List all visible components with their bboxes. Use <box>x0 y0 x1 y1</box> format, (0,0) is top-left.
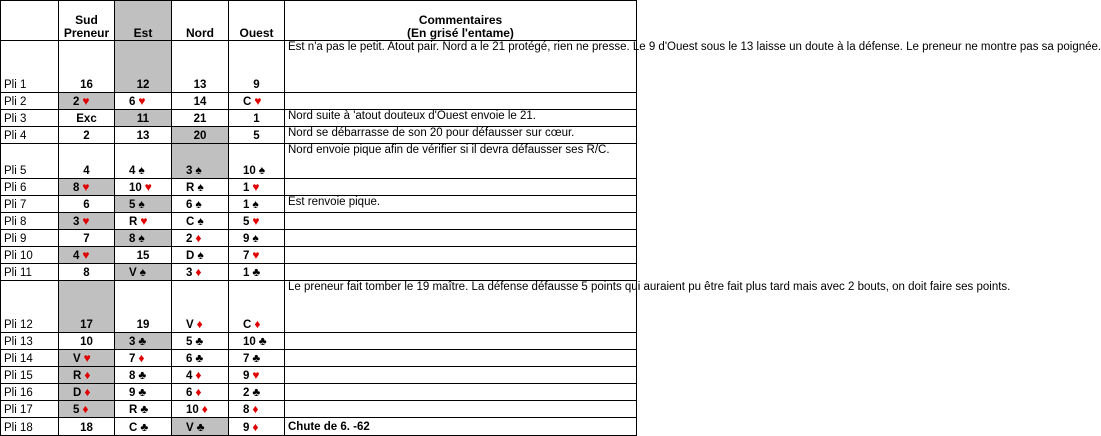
trick-row <box>1 110 637 127</box>
card-value: C <box>243 96 252 108</box>
card-value: 10 <box>243 165 256 177</box>
ouest-card <box>229 383 285 400</box>
sud-card <box>59 280 115 332</box>
header-pli <box>1 1 59 41</box>
card-value: Exc <box>76 112 97 125</box>
diamond-icon: ♦ <box>195 230 202 245</box>
card-value: 4 <box>129 165 136 177</box>
trick-label: Pli 2 <box>1 93 59 110</box>
card-value: 5 <box>73 403 80 416</box>
est-card <box>115 143 172 178</box>
diamond-icon: ♦ <box>195 264 202 279</box>
nord-card <box>172 179 229 196</box>
spade-icon: ♠ <box>252 230 259 245</box>
ouest-card <box>229 179 285 196</box>
card-value: 5 <box>129 198 136 211</box>
est-card <box>115 93 172 110</box>
est-card <box>115 41 172 93</box>
card-value: 1 <box>243 266 250 279</box>
card-value: 8 <box>83 266 90 279</box>
est-card <box>115 229 172 246</box>
comment-cell <box>285 229 637 246</box>
club-icon: ♣ <box>138 384 147 399</box>
sud-card <box>59 110 115 127</box>
club-icon: ♣ <box>195 333 204 348</box>
trick-row <box>1 41 637 93</box>
heart-icon: ♥ <box>82 179 90 194</box>
card-value: 2 <box>186 232 193 245</box>
diamond-icon: ♦ <box>252 420 259 434</box>
comment-cell <box>285 179 637 196</box>
heart-icon: ♥ <box>138 94 146 108</box>
ouest-card <box>229 349 285 366</box>
header-est: Est <box>115 1 172 41</box>
trick-row <box>1 212 637 229</box>
sud-card <box>59 366 115 383</box>
card-value: 10 <box>243 335 256 348</box>
card-value: 15 <box>136 249 150 262</box>
diamond-icon: ♦ <box>82 401 89 416</box>
ouest-card <box>229 41 285 93</box>
comment-cell: Est n'a pas le petit. Atout pair. Nord a le 21 protégé, rien ne presse. Le 9 d'Ouest sous le 13 laisse un doute à la défense. Le preneur ne montre pas sa poignée. <box>285 41 637 93</box>
card-value: 16 <box>80 79 93 92</box>
spade-icon: ♠ <box>197 247 204 262</box>
card-value: 4 <box>73 249 80 262</box>
comment-cell: Le preneur fait tomber le 19 maître. La défense défausse 5 points qui auraient pu être fait plus tard mais avec 2 bouts, on doit faire ses points. <box>285 280 637 332</box>
sud-card <box>59 332 115 349</box>
card-value: 6 <box>186 386 193 399</box>
heart-icon: ♥ <box>252 247 260 262</box>
nord-card <box>172 383 229 400</box>
comment-cell <box>285 263 637 280</box>
ouest-card <box>229 263 285 280</box>
diamond-icon: ♦ <box>195 367 202 382</box>
card-value: 8 <box>73 181 80 194</box>
card-value: V <box>186 422 194 434</box>
est-card <box>115 110 172 127</box>
trick-label: Pli 14 <box>1 349 59 366</box>
nord-card <box>172 246 229 263</box>
card-value: 7 <box>129 352 136 365</box>
spade-icon: ♠ <box>195 196 202 211</box>
ouest-card <box>229 417 285 435</box>
nord-card <box>172 332 229 349</box>
trick-row <box>1 366 637 383</box>
card-value: V <box>73 352 81 365</box>
spade-icon: ♠ <box>138 196 145 211</box>
card-value: 9 <box>253 79 260 92</box>
est-card <box>115 383 172 400</box>
trick-row <box>1 417 637 435</box>
card-value: 5 <box>253 129 260 142</box>
ouest-card <box>229 332 285 349</box>
card-value: R <box>73 369 82 382</box>
est-card <box>115 332 172 349</box>
card-value: 6 <box>186 352 193 365</box>
trick-label: Pli 3 <box>1 110 59 127</box>
card-value: 19 <box>136 318 150 331</box>
trick-row <box>1 229 637 246</box>
card-value: D <box>73 386 82 399</box>
diamond-icon: ♦ <box>138 350 145 365</box>
trick-row <box>1 143 637 178</box>
trick-label: Pli 16 <box>1 383 59 400</box>
trick-label: Pli 5 <box>1 143 59 178</box>
nord-card <box>172 126 229 143</box>
est-card <box>115 195 172 212</box>
heart-icon: ♥ <box>252 213 260 228</box>
ouest-card <box>229 93 285 110</box>
comment-cell: Est renvoie pique. <box>285 195 637 212</box>
card-value: R <box>129 403 138 416</box>
nord-card <box>172 41 229 93</box>
trick-label: Pli 9 <box>1 229 59 246</box>
card-value: 9 <box>243 422 250 434</box>
club-icon: ♣ <box>195 350 204 365</box>
comment-cell: Nord se débarrasse de son 20 pour défausser sur cœur. <box>285 126 637 143</box>
est-card <box>115 349 172 366</box>
nord-card <box>172 110 229 127</box>
sud-card <box>59 126 115 143</box>
club-icon: ♣ <box>252 350 261 365</box>
diamond-icon: ♦ <box>195 384 202 399</box>
est-card <box>115 417 172 435</box>
heart-icon: ♥ <box>254 94 262 108</box>
card-value: 10 <box>129 181 142 194</box>
nord-card <box>172 195 229 212</box>
card-value: 18 <box>80 422 93 434</box>
spade-icon: ♠ <box>258 163 266 177</box>
nord-card <box>172 263 229 280</box>
card-value: 9 <box>129 386 136 399</box>
card-value: 4 <box>83 165 90 177</box>
header-commentaires: Commentaires (En grisé l'entame) <box>285 1 637 41</box>
heart-icon: ♥ <box>252 367 260 382</box>
nord-card <box>172 349 229 366</box>
card-value: 10 <box>186 403 199 416</box>
club-icon: ♣ <box>258 333 267 348</box>
est-card <box>115 126 172 143</box>
trick-row <box>1 93 637 110</box>
club-icon: ♣ <box>140 420 149 434</box>
nord-card <box>172 417 229 435</box>
card-value: 1 <box>253 112 260 125</box>
header-ouest: Ouest <box>229 1 285 41</box>
card-value: 20 <box>193 129 207 142</box>
card-value: 21 <box>193 112 207 125</box>
comment-cell <box>285 349 637 366</box>
club-icon: ♣ <box>252 384 261 399</box>
sud-card <box>59 400 115 417</box>
comment-cell <box>285 246 637 263</box>
sud-card <box>59 383 115 400</box>
trick-row <box>1 400 637 417</box>
spade-icon: ♠ <box>197 213 204 228</box>
trick-row <box>1 332 637 349</box>
est-card <box>115 400 172 417</box>
ouest-card <box>229 212 285 229</box>
ouest-card <box>229 195 285 212</box>
card-value: 8 <box>129 232 136 245</box>
card-value: 4 <box>186 369 193 382</box>
comment-cell: Nord suite à 'atout douteux d'Ouest envoie le 21. <box>285 110 637 127</box>
sud-card <box>59 349 115 366</box>
est-card <box>115 246 172 263</box>
trick-label: Pli 13 <box>1 332 59 349</box>
heart-icon: ♥ <box>140 213 148 228</box>
diamond-icon: ♦ <box>196 316 203 331</box>
diamond-icon: ♦ <box>84 384 91 399</box>
club-icon: ♣ <box>138 367 147 382</box>
comment-cell <box>285 383 637 400</box>
ouest-card <box>229 246 285 263</box>
heart-icon: ♥ <box>82 213 90 228</box>
trick-row <box>1 195 637 212</box>
comment-cell: Chute de 6. -62 <box>285 417 637 435</box>
sud-card <box>59 93 115 110</box>
card-value: 1 <box>243 181 250 194</box>
trick-row <box>1 263 637 280</box>
sud-card <box>59 246 115 263</box>
trick-label: Pli 10 <box>1 246 59 263</box>
nord-card <box>172 212 229 229</box>
comment-cell <box>285 400 637 417</box>
card-value: 6 <box>83 198 90 211</box>
ouest-card <box>229 126 285 143</box>
card-value: 3 <box>129 335 136 348</box>
trick-row <box>1 280 637 332</box>
heart-icon: ♥ <box>144 179 152 194</box>
spade-icon: ♠ <box>195 163 202 177</box>
trick-row <box>1 246 637 263</box>
card-value: R <box>129 215 138 228</box>
card-value: 11 <box>136 112 150 125</box>
comment-cell: Nord envoie pique afin de vérifier si il devra défausser ses R/C. <box>285 143 637 178</box>
card-value: 1 <box>243 198 250 211</box>
est-card <box>115 179 172 196</box>
trick-label: Pli 11 <box>1 263 59 280</box>
nord-card <box>172 366 229 383</box>
card-value: C <box>129 422 138 434</box>
sud-card <box>59 179 115 196</box>
spade-icon: ♠ <box>139 264 147 279</box>
est-card <box>115 263 172 280</box>
ouest-card <box>229 110 285 127</box>
trick-label: Pli 8 <box>1 212 59 229</box>
comment-cell <box>285 93 637 110</box>
heart-icon: ♥ <box>82 94 90 108</box>
trick-label: Pli 1 <box>1 41 59 93</box>
card-value: 3 <box>73 215 80 228</box>
card-value: 7 <box>243 352 250 365</box>
sud-card <box>59 195 115 212</box>
club-icon: ♣ <box>196 420 205 434</box>
trick-label: Pli 15 <box>1 366 59 383</box>
club-icon: ♣ <box>138 333 147 348</box>
ouest-card <box>229 229 285 246</box>
card-value: 13 <box>193 79 207 92</box>
card-value: V <box>129 266 137 279</box>
trick-label: Pli 18 <box>1 417 59 435</box>
diamond-icon: ♦ <box>254 316 261 331</box>
trick-label: Pli 6 <box>1 179 59 196</box>
comment-cell <box>285 212 637 229</box>
trick-label: Pli 7 <box>1 195 59 212</box>
card-value: 12 <box>136 79 150 92</box>
ouest-card <box>229 366 285 383</box>
heart-icon: ♥ <box>82 247 90 262</box>
card-value: C <box>243 318 252 331</box>
club-icon: ♣ <box>140 401 149 416</box>
card-value: 2 <box>73 96 80 108</box>
spade-icon: ♠ <box>252 196 259 211</box>
est-card <box>115 366 172 383</box>
club-icon: ♣ <box>252 264 261 279</box>
card-value: 8 <box>129 369 136 382</box>
sud-card <box>59 41 115 93</box>
card-value: 3 <box>186 165 193 177</box>
nord-card <box>172 400 229 417</box>
card-value: 14 <box>193 96 207 108</box>
card-value: 9 <box>243 232 250 245</box>
card-value: D <box>186 249 195 262</box>
card-value: 17 <box>80 318 93 331</box>
card-value: 8 <box>243 403 250 416</box>
trick-label: Pli 12 <box>1 280 59 332</box>
trick-row <box>1 383 637 400</box>
card-value: 2 <box>83 129 90 142</box>
card-value: 6 <box>129 96 136 108</box>
diamond-icon: ♦ <box>84 367 91 382</box>
ouest-card <box>229 400 285 417</box>
est-card <box>115 212 172 229</box>
comment-cell <box>285 332 637 349</box>
sud-card <box>59 263 115 280</box>
comment-cell <box>285 366 637 383</box>
nord-card <box>172 93 229 110</box>
card-value: 13 <box>136 129 150 142</box>
est-card <box>115 280 172 332</box>
card-value: 9 <box>243 369 250 382</box>
sud-card <box>59 417 115 435</box>
header-sud: Sud Preneur <box>59 1 115 41</box>
card-value: R <box>186 181 195 194</box>
card-value: 6 <box>186 198 193 211</box>
spade-icon: ♠ <box>197 179 204 194</box>
spade-icon: ♠ <box>138 163 145 177</box>
heart-icon: ♥ <box>83 350 91 365</box>
card-value: 5 <box>186 335 193 348</box>
diamond-icon: ♦ <box>252 401 259 416</box>
sud-card <box>59 229 115 246</box>
card-value: 3 <box>186 266 193 279</box>
trick-label: Pli 4 <box>1 126 59 143</box>
ouest-card <box>229 280 285 332</box>
card-value: 2 <box>243 386 250 399</box>
card-value: 7 <box>83 232 90 245</box>
header-nord: Nord <box>172 1 229 41</box>
trick-row <box>1 126 637 143</box>
card-value: 10 <box>80 335 93 348</box>
trick-label: Pli 17 <box>1 400 59 417</box>
card-value: C <box>186 215 195 228</box>
nord-card <box>172 143 229 178</box>
card-value: 5 <box>243 215 250 228</box>
spade-icon: ♠ <box>138 230 145 245</box>
nord-card <box>172 280 229 332</box>
ouest-card <box>229 143 285 178</box>
card-value: V <box>186 318 194 331</box>
nord-card <box>172 229 229 246</box>
diamond-icon: ♦ <box>201 401 208 416</box>
sud-card <box>59 212 115 229</box>
card-value: 7 <box>243 249 250 262</box>
sud-card <box>59 143 115 178</box>
trick-row <box>1 179 637 196</box>
heart-icon: ♥ <box>252 179 260 194</box>
trick-row <box>1 349 637 366</box>
